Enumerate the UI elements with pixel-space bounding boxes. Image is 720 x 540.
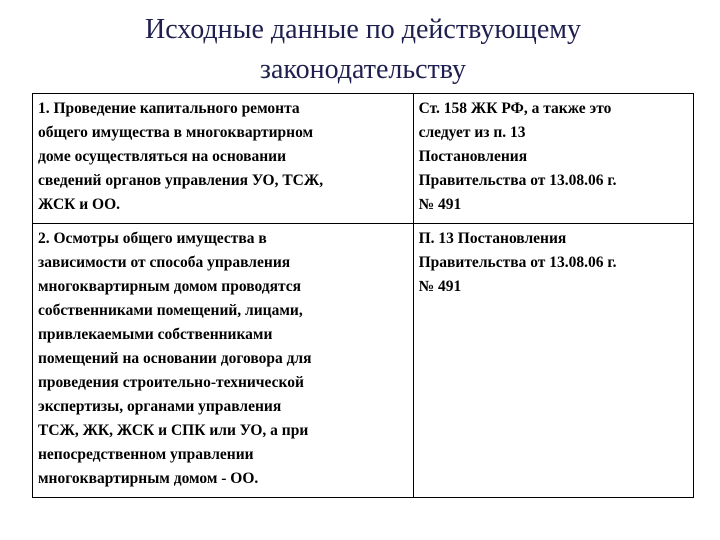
requirement-cell: 2. Осмотры общего имущества в зависимости от способа управления многоквартирным домом проводятся собственниками помещений, лицами, привлекаемыми собственниками помещений на основании договора для проведения строительно-технической экспертизы, органами управления ТСЖ, ЖК, ЖСК и СПК или УО, а при непосредственном управлении многоквартирным домом - ОО. <box>33 224 414 498</box>
source-cell: П. 13 Постановления Правительства от 13.08.06 г. № 491 <box>413 224 693 498</box>
source-cell: Ст. 158 ЖК РФ, а также это следует из п. 13 Постановления Правительства от 13.08.06 г. № 491 <box>413 94 693 224</box>
slide-title: Исходные данные по действующему законодательству <box>145 14 581 85</box>
legislation-table <box>32 93 694 498</box>
requirement-cell: 1. Проведение капитального ремонта общего имущества в многоквартирном доме осуществляться на основании сведений органов управления УО, ТСЖ, ЖСК и ОО. <box>33 94 414 224</box>
table-row <box>33 94 694 224</box>
table-row <box>33 224 694 498</box>
